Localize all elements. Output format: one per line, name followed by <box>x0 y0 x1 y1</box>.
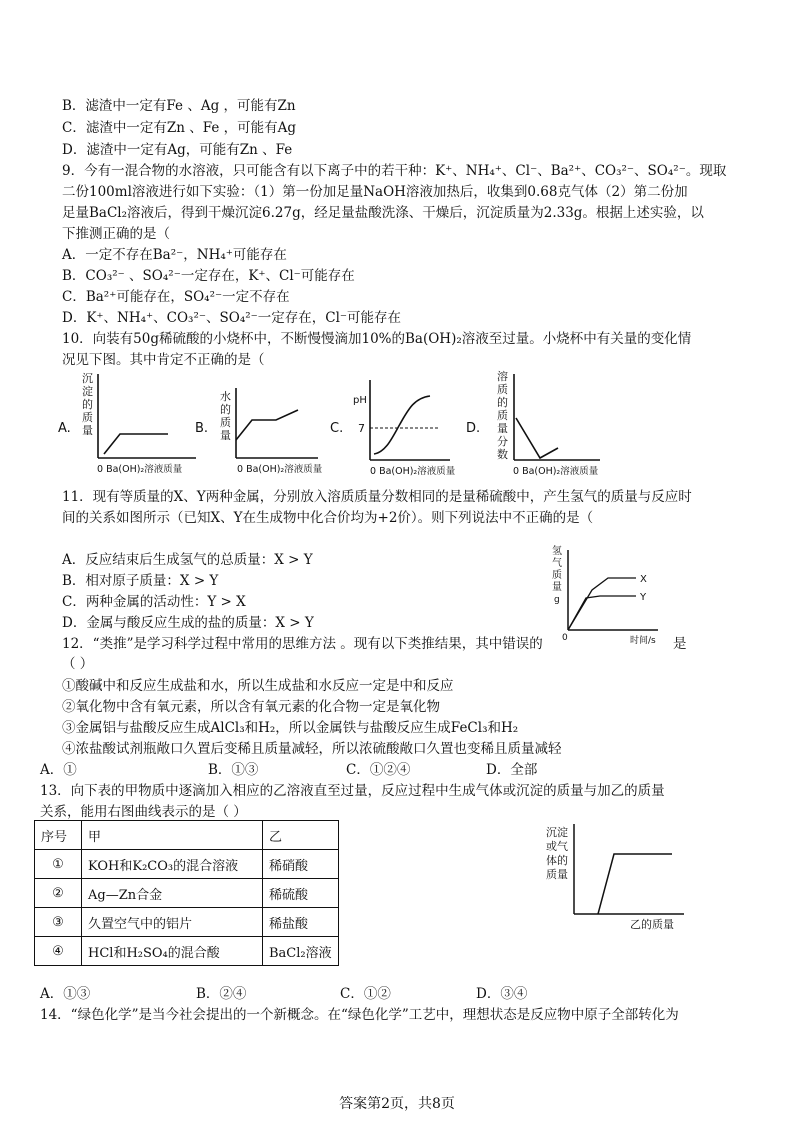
table-cell: ④ <box>35 937 82 966</box>
q12-stem-line2: （ ） <box>62 656 94 672</box>
table-cell: 久置空气中的铝片 <box>82 908 263 937</box>
q13-table <box>34 820 339 966</box>
svg-text:体的: 体的 <box>546 854 568 867</box>
q12-option-b: B．①③ <box>208 762 259 778</box>
q10-graph-d-curve <box>516 418 558 458</box>
svg-text:乙的质量: 乙的质量 <box>630 918 674 930</box>
q10-stem-line2: 况见下图。其中肯定不正确的是（ <box>62 352 265 368</box>
table-row <box>35 850 339 879</box>
svg-text:质量: 质量 <box>546 868 568 881</box>
svg-text:量: 量 <box>497 422 508 435</box>
q10-graph-b <box>195 388 323 475</box>
svg-text:0 Ba(OH)₂溶液质量: 0 Ba(OH)₂溶液质量 <box>237 464 323 475</box>
q10-graph-a <box>58 372 196 475</box>
q9-stem-line1: 9．今有一混合物的水溶液，只可能含有以下离子中的若干种：K⁺、NH₄⁺、Cl⁻、Ba²⁺、CO₃²⁻、SO₄²⁻。现取 <box>62 163 727 179</box>
q11-curve-x <box>568 578 636 630</box>
q9-option-b: B．CO₃²⁻ 、SO₄²⁻一定存在，K⁺、Cl⁻可能存在 <box>62 268 355 284</box>
q12-item-3: ③金属铝与盐酸反应生成AlCl₃和H₂，所以金属铁与盐酸反应生成FeCl₃和H₂ <box>62 720 519 736</box>
q13-option-c: C．①② <box>340 986 391 1002</box>
svg-text:量: 量 <box>552 582 562 593</box>
q10-graph-d-letter: D. <box>466 421 481 436</box>
q11-option-c: C．两种金属的活动性：Y > X <box>62 594 246 610</box>
table-header-cell: 序号 <box>35 821 82 850</box>
svg-text:质: 质 <box>497 383 508 396</box>
q9-stem-line4: 下推测正确的是（ <box>62 226 170 242</box>
svg-text:溶: 溶 <box>497 370 508 383</box>
svg-text:0: 0 <box>562 633 568 643</box>
svg-text:淀: 淀 <box>82 385 93 398</box>
q10-graph-a-curve <box>104 434 168 454</box>
q12-item-1: ①酸碱中和反应生成盐和水，所以生成盐和水反应一定是中和反应 <box>62 678 454 694</box>
svg-text:7: 7 <box>358 422 365 435</box>
q13-curve <box>598 854 672 914</box>
svg-text:g: g <box>554 595 560 605</box>
q11-option-b: B．相对原子质量：X > Y <box>62 573 219 589</box>
q11-stem-line2: 间的关系如图所示（已知X、Y在生成物中化合价均为+2价）。则下列说法中不正确的是（ <box>62 510 594 526</box>
q9-stem-line3: 足量BaCl₂溶液后，得到干燥沉淀6.27g，经足量盐酸洗涤、干燥后，沉淀质量为2.33g。根据上述实验，以 <box>62 205 704 221</box>
q10-graph-c-letter: C. <box>330 421 344 436</box>
q12-stem-tail: 是 <box>673 636 687 652</box>
table-cell: 稀硫酸 <box>263 879 339 908</box>
table-row <box>35 879 339 908</box>
page-footer: 答案第2页，共8页 <box>339 1096 455 1112</box>
svg-text:质: 质 <box>552 570 562 581</box>
svg-text:数: 数 <box>497 448 508 461</box>
q12-item-2: ②氧化物中含有氧元素，所以含有氧元素的化合物一定是氧化物 <box>62 699 440 715</box>
table-row <box>35 937 339 966</box>
svg-text:的: 的 <box>220 403 231 416</box>
q11-curve-y <box>568 596 636 630</box>
q13-graph <box>540 820 700 930</box>
svg-text:氢: 氢 <box>552 546 562 557</box>
svg-text:的: 的 <box>497 396 508 409</box>
q10-stem-line1: 10．向装有50g稀硫酸的小烧杯中，不断慢慢滴加10%的Ba(OH)₂溶液至过量。小烧杯中有关量的变化情 <box>62 331 692 347</box>
table-cell: BaCl₂溶液 <box>263 937 339 966</box>
q10-graph-d <box>466 369 600 477</box>
svg-text:质: 质 <box>497 409 508 422</box>
q11-option-d: D．金属与酸反应生成的盐的质量：X > Y <box>62 615 314 631</box>
table-cell: ① <box>35 850 82 879</box>
q10-graph-a-letter: A. <box>58 421 71 436</box>
svg-text:的: 的 <box>82 398 93 411</box>
q9-stem-line2: 二份100ml溶液进行如下实验：（1）第一份加足量NaOH溶液加热后，收集到0.68克气体（2）第二份加 <box>62 184 688 200</box>
table-row <box>35 908 339 937</box>
svg-text:0 Ba(OH)₂溶液质量: 0 Ba(OH)₂溶液质量 <box>370 466 456 477</box>
q8-option-c: C．滤渣中一定有Zn 、Fe ，可能有Ag <box>62 120 296 136</box>
q13-stem-line2: 关系，能用右图曲线表示的是（ ） <box>40 804 247 820</box>
table-cell: 稀硝酸 <box>263 850 339 879</box>
q9-option-d: D．K⁺、NH₄⁺、CO₃²⁻、SO₄²⁻一定存在，Cl⁻可能存在 <box>62 310 402 326</box>
svg-text:时间/s: 时间/s <box>630 636 656 646</box>
svg-text:分: 分 <box>497 435 508 448</box>
q11-label-x: X <box>640 574 647 585</box>
q11-label-y: Y <box>640 592 647 603</box>
svg-text:水: 水 <box>220 390 231 403</box>
svg-text:量: 量 <box>82 424 93 437</box>
q10-graph-c-curve <box>374 396 430 454</box>
q12-stem-line1: 12．“类推”是学习科学过程中常用的思维方法 。现有以下类推结果，其中错误的 <box>62 636 543 652</box>
q13-option-a: A．①③ <box>40 986 91 1002</box>
q10-graph-c <box>330 380 456 477</box>
q11-option-a: A．反应结束后生成氢气的总质量：X > Y <box>62 552 313 568</box>
svg-text:0 Ba(OH)₂溶液质量: 0 Ba(OH)₂溶液质量 <box>513 466 599 477</box>
svg-text:沉淀: 沉淀 <box>546 826 568 839</box>
q8-option-d: D．滤渣中一定有Ag，可能有Zn 、Fe <box>62 142 293 158</box>
table-cell: Ag—Zn合金 <box>82 879 263 908</box>
svg-text:气: 气 <box>552 558 562 569</box>
table-cell: 稀盐酸 <box>263 908 339 937</box>
table-header-cell: 乙 <box>263 821 339 850</box>
table-header-cell: 甲 <box>82 821 263 850</box>
table-cell: ② <box>35 879 82 908</box>
table-cell: KOH和K₂CO₃的混合溶液 <box>82 850 263 879</box>
q14-stem: 14．“绿色化学”是当今社会提出的一个新概念。在“绿色化学”工艺中，理想状态是反应物中原子全部转化为 <box>40 1007 679 1023</box>
svg-text:质: 质 <box>82 411 93 424</box>
svg-text:量: 量 <box>220 429 231 442</box>
q9-option-c: C．Ba²⁺可能存在，SO₄²⁻一定不存在 <box>62 289 290 305</box>
q10-graph-b-letter: B. <box>195 421 209 436</box>
q10-graph-b-curve <box>236 410 298 440</box>
svg-text:沉: 沉 <box>82 372 93 385</box>
svg-text:或气: 或气 <box>546 840 568 853</box>
q12-option-c: C．①②④ <box>346 762 411 778</box>
q9-option-a: A．一定不存在Ba²⁻，NH₄⁺可能存在 <box>62 247 287 263</box>
q13-stem-line1: 13．向下表的甲物质中逐滴加入相应的乙溶液直至过量，反应过程中生成气体或沉淀的质量与加乙的质量 <box>40 783 665 799</box>
q11-stem-line1: 11．现有等质量的X、Y两种金属，分别放入溶质质量分数相同的是量稀硫酸中，产生氢气的质量与反应时 <box>62 489 692 505</box>
q13-option-d: D．③④ <box>476 986 528 1002</box>
svg-text:pH: pH <box>353 395 367 406</box>
q11-graph <box>548 540 688 650</box>
q12-item-4: ④浓盐酸试剂瓶敞口久置后变稀且质量减轻，所以浓硫酸敞口久置也变稀且质量减轻 <box>62 741 562 757</box>
svg-text:质: 质 <box>220 416 231 429</box>
table-cell: HCl和H₂SO₄的混合酸 <box>82 937 263 966</box>
q10-graphs <box>0 368 794 478</box>
svg-text:0 Ba(OH)₂溶液质量: 0 Ba(OH)₂溶液质量 <box>97 464 183 475</box>
table-header-row <box>35 821 339 850</box>
q12-option-d: D．全部 <box>486 762 538 778</box>
q12-option-a: A．① <box>40 762 77 778</box>
q13-option-b: B．②④ <box>196 986 247 1002</box>
table-cell: ③ <box>35 908 82 937</box>
q8-option-b: B．滤渣中一定有Fe 、Ag ，可能有Zn <box>62 98 296 114</box>
